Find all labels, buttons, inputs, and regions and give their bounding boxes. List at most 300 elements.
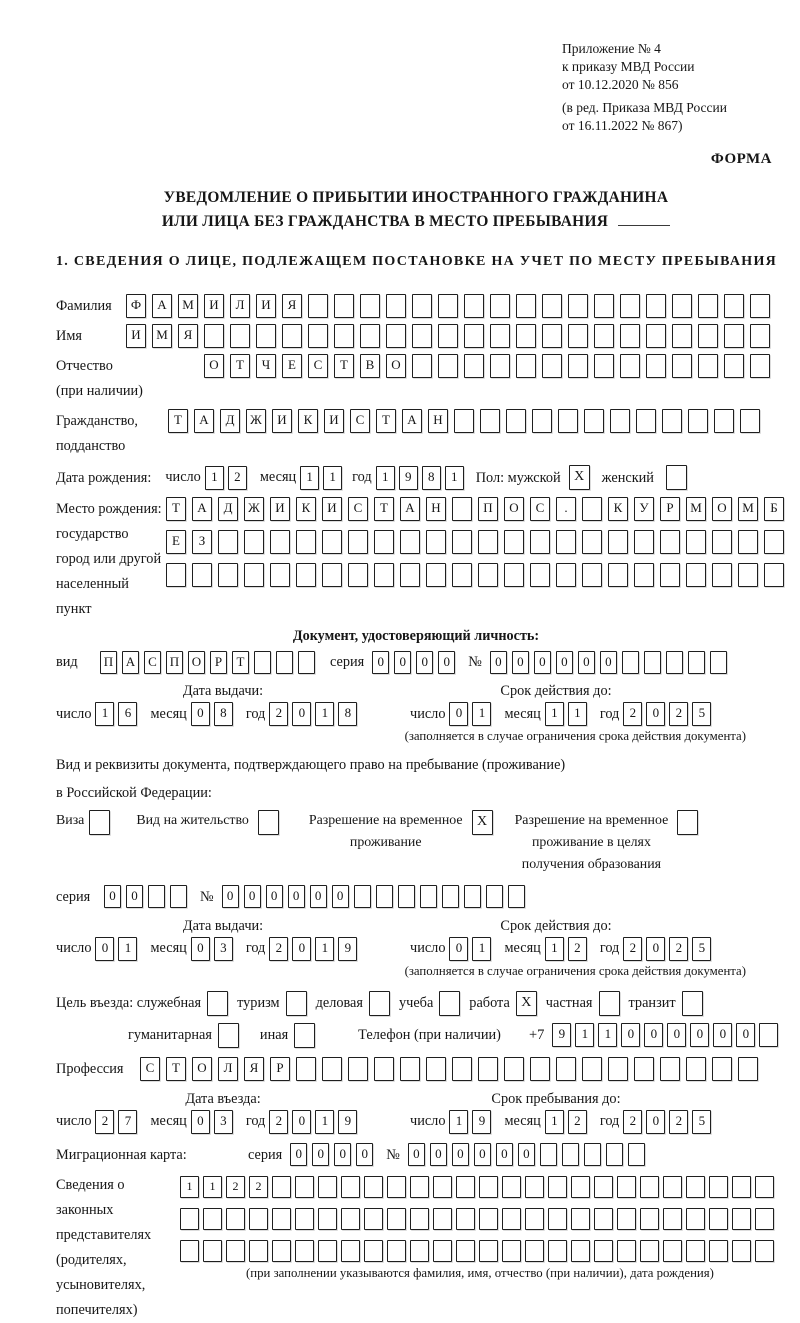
form-cell[interactable]: 2 xyxy=(623,1110,642,1134)
form-cell[interactable] xyxy=(666,651,683,674)
form-cell[interactable]: О xyxy=(712,497,732,521)
form-cell[interactable] xyxy=(400,563,420,587)
form-cell[interactable]: 0 xyxy=(646,1110,665,1134)
form-cell[interactable]: С xyxy=(308,354,328,378)
form-cell[interactable] xyxy=(230,324,250,348)
form-cell[interactable]: 1 xyxy=(315,1110,334,1134)
form-cell[interactable] xyxy=(610,409,630,433)
form-cell[interactable] xyxy=(272,1208,291,1230)
form-cell[interactable] xyxy=(508,885,525,908)
form-cell[interactable] xyxy=(617,1176,636,1198)
form-cell[interactable]: 0 xyxy=(372,651,389,674)
form-cell[interactable]: 5 xyxy=(692,1110,711,1134)
form-cell[interactable]: 1 xyxy=(315,937,334,961)
form-cell[interactable]: 2 xyxy=(95,1110,114,1134)
form-cell[interactable] xyxy=(374,563,394,587)
form-cell[interactable] xyxy=(249,1240,268,1262)
form-cell[interactable] xyxy=(709,1240,728,1262)
form-cell[interactable] xyxy=(249,1208,268,1230)
form-cell[interactable] xyxy=(608,563,628,587)
form-cell[interactable] xyxy=(226,1208,245,1230)
form-cell[interactable]: 2 xyxy=(249,1176,268,1198)
form-cell[interactable]: 0 xyxy=(356,1143,373,1166)
form-cell[interactable]: 0 xyxy=(713,1023,732,1047)
form-cell[interactable] xyxy=(740,409,760,433)
form-cell[interactable] xyxy=(542,354,562,378)
form-cell[interactable] xyxy=(571,1176,590,1198)
form-cell[interactable] xyxy=(542,294,562,318)
form-cell[interactable] xyxy=(764,530,784,554)
form-cell[interactable] xyxy=(571,1240,590,1262)
form-cell[interactable]: И xyxy=(126,324,146,348)
form-cell[interactable] xyxy=(203,1240,222,1262)
form-cell[interactable] xyxy=(556,563,576,587)
form-cell[interactable]: 2 xyxy=(623,937,642,961)
form-cell[interactable] xyxy=(374,1057,394,1081)
form-cell[interactable]: 0 xyxy=(332,885,349,908)
form-cell[interactable] xyxy=(634,530,654,554)
form-cell[interactable] xyxy=(525,1240,544,1262)
form-cell[interactable] xyxy=(348,563,368,587)
form-cell[interactable] xyxy=(582,563,602,587)
form-cell[interactable] xyxy=(532,409,552,433)
form-cell[interactable] xyxy=(433,1176,452,1198)
form-cell[interactable] xyxy=(686,1240,705,1262)
form-cell[interactable] xyxy=(412,324,432,348)
form-cell[interactable]: 0 xyxy=(312,1143,329,1166)
form-cell[interactable]: М xyxy=(152,324,172,348)
form-cell[interactable]: 0 xyxy=(474,1143,491,1166)
form-cell[interactable]: 0 xyxy=(334,1143,351,1166)
form-cell[interactable] xyxy=(709,1208,728,1230)
form-cell[interactable]: О xyxy=(386,354,406,378)
form-cell[interactable] xyxy=(386,294,406,318)
form-cell[interactable]: 1 xyxy=(472,702,491,726)
form-cell[interactable]: И xyxy=(322,497,342,521)
form-cell[interactable]: Е xyxy=(166,530,186,554)
form-cell[interactable] xyxy=(663,1176,682,1198)
form-cell[interactable] xyxy=(479,1208,498,1230)
form-cell[interactable] xyxy=(244,530,264,554)
form-cell[interactable] xyxy=(433,1208,452,1230)
form-cell[interactable]: Т xyxy=(374,497,394,521)
business-checkbox[interactable] xyxy=(369,991,390,1016)
form-cell[interactable] xyxy=(504,530,524,554)
form-cell[interactable]: Р xyxy=(660,497,680,521)
form-cell[interactable] xyxy=(548,1176,567,1198)
form-cell[interactable] xyxy=(582,497,602,521)
form-cell[interactable] xyxy=(452,1057,472,1081)
form-cell[interactable]: 0 xyxy=(449,702,468,726)
form-cell[interactable] xyxy=(688,651,705,674)
form-cell[interactable] xyxy=(750,324,770,348)
form-cell[interactable]: 2 xyxy=(568,937,587,961)
form-cell[interactable]: 0 xyxy=(292,937,311,961)
form-cell[interactable]: Т xyxy=(166,1057,186,1081)
form-cell[interactable]: А xyxy=(402,409,422,433)
form-cell[interactable] xyxy=(334,294,354,318)
form-cell[interactable]: 2 xyxy=(269,702,288,726)
form-cell[interactable] xyxy=(594,1176,613,1198)
form-cell[interactable]: 0 xyxy=(667,1023,686,1047)
form-cell[interactable]: 0 xyxy=(490,651,507,674)
form-cell[interactable]: 1 xyxy=(203,1176,222,1198)
form-cell[interactable] xyxy=(295,1208,314,1230)
form-cell[interactable]: 3 xyxy=(214,1110,233,1134)
form-cell[interactable] xyxy=(750,354,770,378)
form-cell[interactable] xyxy=(644,651,661,674)
form-cell[interactable] xyxy=(710,651,727,674)
form-cell[interactable] xyxy=(738,530,758,554)
form-cell[interactable]: 1 xyxy=(472,937,491,961)
form-cell[interactable]: . xyxy=(556,497,576,521)
form-cell[interactable] xyxy=(662,409,682,433)
sex-male-checkbox[interactable]: X xyxy=(569,465,590,490)
form-cell[interactable] xyxy=(530,1057,550,1081)
form-cell[interactable] xyxy=(571,1208,590,1230)
form-cell[interactable] xyxy=(374,530,394,554)
form-cell[interactable] xyxy=(755,1240,774,1262)
form-cell[interactable]: 0 xyxy=(646,702,665,726)
form-cell[interactable] xyxy=(732,1176,751,1198)
form-cell[interactable] xyxy=(295,1176,314,1198)
form-cell[interactable] xyxy=(341,1176,360,1198)
form-cell[interactable]: 0 xyxy=(449,937,468,961)
form-cell[interactable] xyxy=(433,1240,452,1262)
form-cell[interactable] xyxy=(387,1176,406,1198)
form-cell[interactable]: М xyxy=(686,497,706,521)
form-cell[interactable]: О xyxy=(192,1057,212,1081)
form-cell[interactable]: Д xyxy=(220,409,240,433)
form-cell[interactable]: 0 xyxy=(290,1143,307,1166)
form-cell[interactable] xyxy=(504,1057,524,1081)
form-cell[interactable] xyxy=(322,1057,342,1081)
form-cell[interactable] xyxy=(308,294,328,318)
form-cell[interactable] xyxy=(341,1208,360,1230)
form-cell[interactable] xyxy=(272,1176,291,1198)
form-cell[interactable] xyxy=(516,354,536,378)
form-cell[interactable]: 0 xyxy=(310,885,327,908)
form-cell[interactable] xyxy=(558,409,578,433)
form-cell[interactable]: И xyxy=(272,409,292,433)
temp-residence-edu-checkbox[interactable] xyxy=(677,810,698,835)
form-cell[interactable] xyxy=(192,563,212,587)
form-cell[interactable] xyxy=(480,409,500,433)
form-cell[interactable] xyxy=(479,1176,498,1198)
form-cell[interactable]: И xyxy=(270,497,290,521)
form-cell[interactable]: 1 xyxy=(445,466,464,490)
form-cell[interactable] xyxy=(364,1208,383,1230)
form-cell[interactable] xyxy=(750,294,770,318)
form-cell[interactable] xyxy=(464,885,481,908)
form-cell[interactable]: Ж xyxy=(246,409,266,433)
form-cell[interactable] xyxy=(254,651,271,674)
form-cell[interactable]: Ч xyxy=(256,354,276,378)
form-cell[interactable] xyxy=(410,1240,429,1262)
form-cell[interactable] xyxy=(646,324,666,348)
form-cell[interactable] xyxy=(712,1057,732,1081)
form-cell[interactable]: 1 xyxy=(205,466,224,490)
form-cell[interactable] xyxy=(400,1057,420,1081)
form-cell[interactable] xyxy=(360,324,380,348)
form-cell[interactable] xyxy=(568,324,588,348)
form-cell[interactable]: К xyxy=(298,409,318,433)
form-cell[interactable] xyxy=(348,1057,368,1081)
form-cell[interactable] xyxy=(640,1208,659,1230)
form-cell[interactable] xyxy=(180,1240,199,1262)
form-cell[interactable] xyxy=(712,530,732,554)
form-cell[interactable]: 0 xyxy=(244,885,261,908)
residence-checkbox[interactable] xyxy=(258,810,279,835)
form-cell[interactable] xyxy=(584,409,604,433)
form-cell[interactable]: Р xyxy=(270,1057,290,1081)
form-cell[interactable] xyxy=(502,1240,521,1262)
form-cell[interactable]: 1 xyxy=(568,702,587,726)
form-cell[interactable]: 1 xyxy=(545,937,564,961)
form-cell[interactable]: П xyxy=(478,497,498,521)
form-cell[interactable]: Л xyxy=(230,294,250,318)
form-cell[interactable] xyxy=(755,1176,774,1198)
form-cell[interactable] xyxy=(516,294,536,318)
form-cell[interactable] xyxy=(634,563,654,587)
visa-checkbox[interactable] xyxy=(89,810,110,835)
form-cell[interactable]: А xyxy=(122,651,139,674)
form-cell[interactable] xyxy=(530,530,550,554)
form-cell[interactable]: П xyxy=(166,651,183,674)
form-cell[interactable] xyxy=(398,885,415,908)
sex-female-checkbox[interactable] xyxy=(666,465,687,490)
form-cell[interactable]: 9 xyxy=(552,1023,571,1047)
form-cell[interactable]: 0 xyxy=(394,651,411,674)
form-cell[interactable] xyxy=(672,324,692,348)
form-cell[interactable] xyxy=(556,530,576,554)
form-cell[interactable]: 1 xyxy=(180,1176,199,1198)
form-cell[interactable] xyxy=(270,530,290,554)
form-cell[interactable] xyxy=(608,530,628,554)
form-cell[interactable] xyxy=(322,563,342,587)
form-cell[interactable]: 0 xyxy=(191,702,210,726)
form-cell[interactable] xyxy=(166,563,186,587)
form-cell[interactable]: Т xyxy=(334,354,354,378)
form-cell[interactable] xyxy=(244,563,264,587)
form-cell[interactable]: 1 xyxy=(315,702,334,726)
form-cell[interactable]: Т xyxy=(230,354,250,378)
form-cell[interactable] xyxy=(478,530,498,554)
form-cell[interactable] xyxy=(556,1057,576,1081)
tourism-checkbox[interactable] xyxy=(286,991,307,1016)
form-cell[interactable] xyxy=(568,294,588,318)
humanitarian-checkbox[interactable] xyxy=(218,1023,239,1048)
form-cell[interactable]: 2 xyxy=(226,1176,245,1198)
form-cell[interactable] xyxy=(464,324,484,348)
work-checkbox[interactable]: X xyxy=(516,991,537,1016)
form-cell[interactable]: П xyxy=(100,651,117,674)
form-cell[interactable] xyxy=(640,1240,659,1262)
form-cell[interactable] xyxy=(218,530,238,554)
form-cell[interactable]: 0 xyxy=(292,702,311,726)
form-cell[interactable] xyxy=(454,409,474,433)
form-cell[interactable] xyxy=(256,324,276,348)
form-cell[interactable] xyxy=(322,530,342,554)
form-cell[interactable]: 2 xyxy=(269,937,288,961)
form-cell[interactable] xyxy=(712,563,732,587)
form-cell[interactable] xyxy=(530,563,550,587)
form-cell[interactable] xyxy=(636,409,656,433)
form-cell[interactable]: 0 xyxy=(452,1143,469,1166)
form-cell[interactable]: 9 xyxy=(399,466,418,490)
form-cell[interactable] xyxy=(148,885,165,908)
form-cell[interactable]: 0 xyxy=(222,885,239,908)
form-cell[interactable] xyxy=(348,530,368,554)
form-cell[interactable]: 2 xyxy=(669,702,688,726)
form-cell[interactable]: Л xyxy=(218,1057,238,1081)
form-cell[interactable] xyxy=(387,1208,406,1230)
form-cell[interactable] xyxy=(364,1176,383,1198)
form-cell[interactable] xyxy=(464,294,484,318)
form-cell[interactable]: 2 xyxy=(228,466,247,490)
form-cell[interactable] xyxy=(582,1057,602,1081)
form-cell[interactable] xyxy=(438,324,458,348)
form-cell[interactable] xyxy=(562,1143,579,1166)
form-cell[interactable] xyxy=(516,324,536,348)
form-cell[interactable]: С xyxy=(140,1057,160,1081)
form-cell[interactable] xyxy=(660,563,680,587)
form-cell[interactable]: 0 xyxy=(191,937,210,961)
form-cell[interactable] xyxy=(594,354,614,378)
form-cell[interactable]: Т xyxy=(232,651,249,674)
form-cell[interactable]: 0 xyxy=(416,651,433,674)
form-cell[interactable]: 0 xyxy=(191,1110,210,1134)
form-cell[interactable] xyxy=(410,1176,429,1198)
form-cell[interactable]: О xyxy=(204,354,224,378)
form-cell[interactable] xyxy=(452,530,472,554)
form-cell[interactable]: 0 xyxy=(95,937,114,961)
form-cell[interactable] xyxy=(764,563,784,587)
form-cell[interactable] xyxy=(490,294,510,318)
form-cell[interactable] xyxy=(490,324,510,348)
form-cell[interactable] xyxy=(364,1240,383,1262)
form-cell[interactable] xyxy=(548,1240,567,1262)
form-cell[interactable] xyxy=(686,1176,705,1198)
private-checkbox[interactable] xyxy=(599,991,620,1016)
form-cell[interactable] xyxy=(412,294,432,318)
form-cell[interactable] xyxy=(724,324,744,348)
form-cell[interactable] xyxy=(584,1143,601,1166)
form-cell[interactable] xyxy=(341,1240,360,1262)
form-cell[interactable]: 2 xyxy=(669,937,688,961)
form-cell[interactable] xyxy=(663,1208,682,1230)
form-cell[interactable] xyxy=(276,651,293,674)
form-cell[interactable]: 9 xyxy=(338,1110,357,1134)
official-checkbox[interactable] xyxy=(207,991,228,1016)
form-cell[interactable] xyxy=(738,563,758,587)
form-cell[interactable] xyxy=(502,1208,521,1230)
form-cell[interactable] xyxy=(698,354,718,378)
form-cell[interactable]: 9 xyxy=(472,1110,491,1134)
form-cell[interactable]: 8 xyxy=(338,702,357,726)
form-cell[interactable]: 5 xyxy=(692,937,711,961)
form-cell[interactable] xyxy=(412,354,432,378)
form-cell[interactable]: Т xyxy=(166,497,186,521)
form-cell[interactable]: 0 xyxy=(736,1023,755,1047)
form-cell[interactable] xyxy=(506,409,526,433)
form-cell[interactable] xyxy=(387,1240,406,1262)
form-cell[interactable] xyxy=(464,354,484,378)
form-cell[interactable]: 0 xyxy=(644,1023,663,1047)
form-cell[interactable] xyxy=(226,1240,245,1262)
form-cell[interactable]: 1 xyxy=(598,1023,617,1047)
form-cell[interactable]: 0 xyxy=(104,885,121,908)
form-cell[interactable] xyxy=(456,1176,475,1198)
temp-residence-checkbox[interactable]: X xyxy=(472,810,493,835)
form-cell[interactable] xyxy=(438,294,458,318)
form-cell[interactable] xyxy=(594,324,614,348)
form-cell[interactable] xyxy=(502,1176,521,1198)
form-cell[interactable] xyxy=(724,354,744,378)
form-cell[interactable] xyxy=(334,324,354,348)
form-cell[interactable] xyxy=(732,1240,751,1262)
form-cell[interactable] xyxy=(660,1057,680,1081)
form-cell[interactable] xyxy=(568,354,588,378)
form-cell[interactable]: И xyxy=(256,294,276,318)
form-cell[interactable]: А xyxy=(192,497,212,521)
form-cell[interactable]: Я xyxy=(178,324,198,348)
form-cell[interactable]: В xyxy=(360,354,380,378)
form-cell[interactable]: Я xyxy=(244,1057,264,1081)
form-cell[interactable]: О xyxy=(504,497,524,521)
form-cell[interactable]: 2 xyxy=(669,1110,688,1134)
form-cell[interactable] xyxy=(296,530,316,554)
form-cell[interactable]: 0 xyxy=(646,937,665,961)
form-cell[interactable] xyxy=(640,1176,659,1198)
form-cell[interactable]: М xyxy=(738,497,758,521)
form-cell[interactable] xyxy=(738,1057,758,1081)
form-cell[interactable] xyxy=(542,324,562,348)
form-cell[interactable] xyxy=(452,497,472,521)
form-cell[interactable] xyxy=(660,530,680,554)
form-cell[interactable] xyxy=(525,1176,544,1198)
form-cell[interactable]: У xyxy=(634,497,654,521)
form-cell[interactable] xyxy=(478,563,498,587)
form-cell[interactable]: 2 xyxy=(568,1110,587,1134)
form-cell[interactable] xyxy=(714,409,734,433)
form-cell[interactable]: 3 xyxy=(214,937,233,961)
form-cell[interactable]: 1 xyxy=(545,702,564,726)
form-cell[interactable]: О xyxy=(188,651,205,674)
form-cell[interactable] xyxy=(270,563,290,587)
form-cell[interactable] xyxy=(410,1208,429,1230)
form-cell[interactable] xyxy=(376,885,393,908)
form-cell[interactable]: 0 xyxy=(621,1023,640,1047)
form-cell[interactable] xyxy=(617,1208,636,1230)
form-cell[interactable]: 2 xyxy=(623,702,642,726)
form-cell[interactable]: 1 xyxy=(300,466,319,490)
form-cell[interactable]: 0 xyxy=(266,885,283,908)
form-cell[interactable] xyxy=(620,354,640,378)
form-cell[interactable] xyxy=(686,1057,706,1081)
form-cell[interactable] xyxy=(180,1208,199,1230)
form-cell[interactable] xyxy=(698,324,718,348)
form-cell[interactable] xyxy=(608,1057,628,1081)
form-cell[interactable] xyxy=(698,294,718,318)
form-cell[interactable]: А xyxy=(152,294,172,318)
form-cell[interactable] xyxy=(688,409,708,433)
form-cell[interactable]: 0 xyxy=(512,651,529,674)
form-cell[interactable] xyxy=(709,1176,728,1198)
form-cell[interactable] xyxy=(548,1208,567,1230)
form-cell[interactable] xyxy=(318,1208,337,1230)
form-cell[interactable]: Б xyxy=(764,497,784,521)
